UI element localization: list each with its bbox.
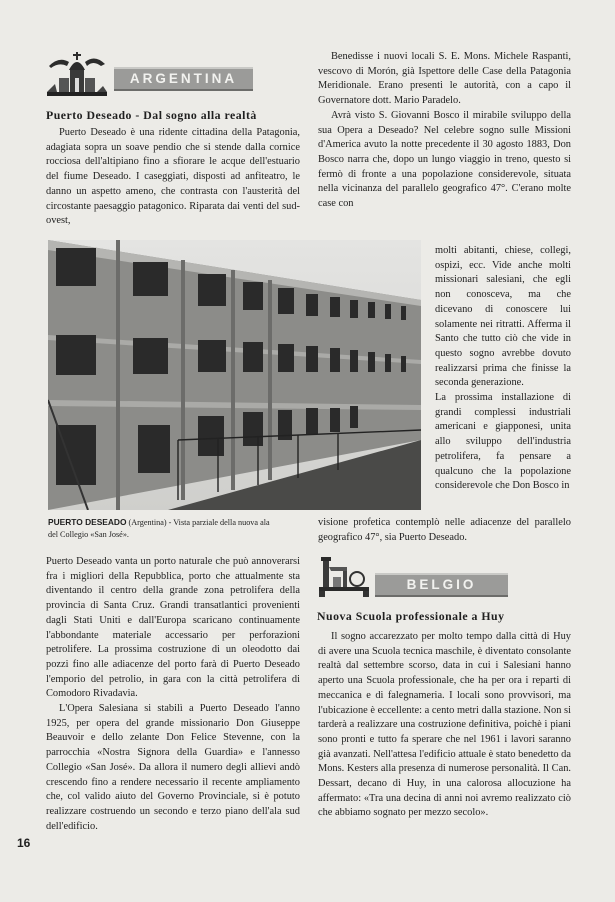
photo-caption-title: PUERTO DESEADO bbox=[48, 517, 127, 527]
left-intro-text bbox=[46, 126, 300, 229]
right-paragraph-2-narrow: molti abitanti, chiese, collegi, ospizi, ecc. Vide anche molti missionari salesiani, che egli non conosceva, ma che dicevano di conoscere lui solamente nei ritratti. Afferma il Santo che tutto ciò che vide in questo sogno avrebbe dovuto realizzarsi prima che finisse la seconda generazione. bbox=[435, 245, 571, 389]
page-number: 16 bbox=[17, 836, 31, 850]
right-paragraph-1: Benedisse i nuovi locali S. E. Mons. Michele Raspanti, vescovo di Morón, già Ispettore delle Case della Patagonia Meridionale. Erano presenti le autorità, con a capo il Governatore dott. Mario Paradelo. bbox=[318, 51, 571, 107]
left-lower-text bbox=[46, 555, 300, 834]
right-paragraph-2-top: Avrà visto S. Giovanni Bosco il mirabile sviluppo della sua Opera a Deseado? Nel celebre sogno sulle Missioni d'America avuto la notte precedente il 30 agosto 1883, Don Bosco narra che, dopo un lungo viaggio in treno, questo si fermò di fronte a una popolazione considerevole, situata nella vicinanza del parallelo geografico 47°. C'erano molte case con bbox=[318, 109, 571, 210]
photo-caption-text: (Argentina) - Vista parziale della nuova ala del Collegio «San José». bbox=[48, 518, 270, 539]
workshop-illustration-icon bbox=[317, 553, 371, 599]
college-photo bbox=[48, 240, 421, 510]
right-narrow-text bbox=[435, 244, 571, 494]
section-banner-belgio: BELGIO bbox=[375, 573, 508, 597]
right-paragraph-3-narrow: La prossima installazione di grandi complessi industriali americani e giapponesi, unita allo sviluppo dell'industria petrolifera, fa pensare a qualcuno che la popolazione considerevole che Don Bosco in bbox=[435, 392, 571, 492]
section-banner-argentina: ARGENTINA bbox=[114, 67, 253, 91]
right-paragraph-3-end-block bbox=[318, 516, 571, 545]
right-upper-text bbox=[318, 50, 571, 212]
right-lower-text bbox=[318, 630, 571, 821]
right-paragraph-4: Il sogno accarezzato per molto tempo dalla città di Huy di avere una Scuola tecnica maschile, è diventato consolante realtà dal settembre scorso, data in cui i Salesiani hanno aperto una Scuola professionale, che ha per ora i reparti di meccanica e di falegnameria. I locali sono provvisori, ma l'ubicazione è eccellente: a cento metri dalla stazione. Non si tarderà a realizzare una costruzione definitiva, poichè i piani sono pronti e tutto fa sperare che nel 1961 i lavori saranno già avanzati. Nell'attesa l'edificio attuale è stato benedetto da Mons. Kesters alla presenza di numerose personalità. Il Can. Dessart, decano di Huy, in una calorosa allocuzione ha affermato: «Tra una decina di anni noi avremo realizzato ciò che abbiamo sognato per mezzo secolo». bbox=[318, 631, 571, 819]
photo-caption bbox=[48, 517, 270, 540]
right-paragraph-3-end: visione profetica contemplò nelle adiacenze del parallelo geografico 47°, sia Puerto Deseado. bbox=[318, 517, 571, 543]
church-illustration-icon bbox=[45, 48, 109, 100]
article-heading-argentina: Puerto Deseado - Dal sogno alla realtà bbox=[46, 108, 257, 122]
left-intro-paragraph: Puerto Deseado è una ridente cittadina della Patagonia, adagiata sopra un soave pendio che si stende dalla cornice rocciosa dell'altipiano fino a sfiorare le acque dell'estuario del fiume Deseado. I caseggiati, disposti ad anfiteatro, le danno un aspetto ameno, che contrasta con l'austerità del circostante paesaggio patagonico. Riparata dai venti del sud-ovest, bbox=[46, 127, 300, 227]
left-lower-paragraph-2: L'Opera Salesiana si stabilì a Puerto Deseado l'anno 1925, per opera del grande missionario Don Giuseppe Beauvoir e dello zelante Don Felice Stevenne, con la parrocchia «Nostra Signora della Guardia» e l'annesso Collegio «San José». Da allora il numero degli allievi andò crescendo fino a rendere necessario il recente ampliamento che, col valido aiuto del Governo Provinciale, si è potuto realizzare costruendo un secondo e terzo piano dell'ala sud dell'edificio. bbox=[46, 703, 300, 832]
left-lower-paragraph-1: Puerto Deseado vanta un porto naturale che può annoverarsi fra i migliori della Repubblica, porto che attualmente sta diventando il centro della grande zona petrolifera della provincia di Santa Cruz. Grandi transatlantici provenienti dagli Stati Uniti e dall'Europa scaricano continuamente l'abbondante materiale accessario per perforazioni petrolifere. La prossima costruzione di un oleodotto dai pozzi fino alle adiacenze del porto farà di Puerto Deseado l'emporio del petrolio, in gara con la città petrolifera di Comodoro Rivadavia. bbox=[46, 556, 300, 700]
article-heading-belgio: Nuova Scuola professionale a Huy bbox=[317, 609, 505, 623]
